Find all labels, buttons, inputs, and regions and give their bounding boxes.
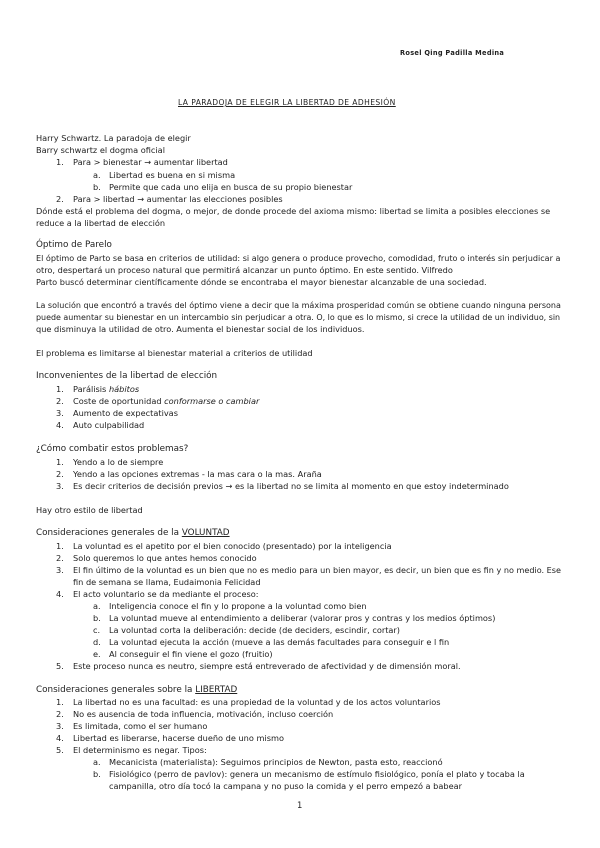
list-item: campanilla, otro día tocó la campana y no puso la comida y el perro empezó a babear xyxy=(109,781,463,791)
list-item: Libertad es liberarse, hacerse dueño de uno mismo xyxy=(73,733,284,743)
list-item: Para > bienestar → aumentar libertad xyxy=(73,157,228,167)
list-letter: d. xyxy=(93,637,101,647)
list-number: 3. xyxy=(56,481,64,491)
list-number: 3. xyxy=(56,721,64,731)
list-letter: a. xyxy=(93,601,101,611)
list-item: Yendo a lo de siempre xyxy=(73,457,164,467)
paragraph-line: reduce a la libertad de elección xyxy=(36,218,166,228)
list-item: Parálisis hábitos xyxy=(73,384,140,394)
intro-line-2: Barry schwartz el dogma oficial xyxy=(36,145,165,155)
list-letter: a. xyxy=(93,170,101,180)
section-heading: Inconvenientes de la libertad de elección xyxy=(36,371,218,381)
list-letter: e. xyxy=(93,649,101,659)
paragraph-line: que disminuya la utilidad de otro. Aumenta el bienestar social de los individuos. xyxy=(36,324,365,334)
list-number: 1. xyxy=(56,384,64,394)
list-item: Libertad es buena en si misma xyxy=(109,170,236,180)
list-item: Fisiológico (perro de pavlov): genera un mecanismo de estímulo fisiológico, ponía el plato y tocaba la xyxy=(109,769,525,779)
list-number: 4. xyxy=(56,589,64,599)
paragraph-line: puede aumentar su bienestar en un intercambio sin perjudicar a otra. O, lo que es lo mismo, si crece la utilidad de un individuo, sin xyxy=(36,313,561,322)
list-number: 5. xyxy=(56,661,64,671)
list-number: 1. xyxy=(56,457,64,467)
list-item: El fin último de la voluntad es un bien que no es medio para un bien mayor, es decir, un bien que es fin y no medio. Ese xyxy=(73,565,561,575)
list-item: Este proceso nunca es neutro, siempre está entreverado de afectividad y de dimensión moral. xyxy=(73,661,461,671)
author-name: Rosel Qing Padilla Medina xyxy=(400,49,505,57)
list-item: La voluntad corta la deliberación: decide (de deciders, escindir, cortar) xyxy=(109,625,400,635)
list-number: 3. xyxy=(56,565,64,575)
list-item: Permite que cada uno elija en busca de su propio bienestar xyxy=(109,182,353,192)
document-title: LA PARADOJA DE ELEGIR LA LIBERTAD DE ADHESIÓN xyxy=(178,98,396,107)
list-item: Solo queremos lo que antes hemos conocido xyxy=(73,553,257,563)
list-letter: b. xyxy=(93,769,101,779)
list-letter: b. xyxy=(93,182,101,192)
list-number: 4. xyxy=(56,420,64,430)
paragraph-line: El problema es limitarse al bienestar material a criterios de utilidad xyxy=(36,348,313,358)
list-item: Para > libertad → aumentar las elecciones posibles xyxy=(73,194,283,204)
list-letter: b. xyxy=(93,613,101,623)
list-item: fin de semana se llama, Eudaimonia Felicidad xyxy=(73,577,261,587)
section-heading: ¿Cómo combatir estos problemas? xyxy=(36,444,189,454)
list-item: Es limitada, como el ser humano xyxy=(73,721,208,731)
list-number: 1. xyxy=(56,157,64,167)
list-number: 2. xyxy=(56,709,64,719)
list-number: 2. xyxy=(56,396,64,406)
list-number: 2. xyxy=(56,553,64,563)
paragraph-line: Parto buscó determinar científicamente dónde se encontraba el mayor bienestar alcanzable de una sociedad. xyxy=(36,277,487,287)
paragraph-line: La solución que encontró a través del óptimo viene a decir que la máxima prosperidad común se obtiene cuando ninguna persona xyxy=(36,301,561,310)
list-number: 1. xyxy=(56,697,64,707)
paragraph-line: El óptimo de Parto se basa en criterios de utilidad: si algo genera o produce provecho, comodidad, fruto o interés sin perjudicar a xyxy=(36,253,561,263)
section-heading: Óptimo de Parelo xyxy=(36,240,112,250)
paragraph-line: Hay otro estilo de libertad xyxy=(36,505,143,515)
list-item: Mecanicista (materialista): Seguimos principios de Newton, pasta esto, reaccionó xyxy=(109,757,443,767)
list-item: La voluntad es el apetito por el bien conocido (presentado) por la inteligencia xyxy=(73,541,392,551)
list-item: Inteligencia conoce el fin y lo propone a la voluntad como bien xyxy=(109,601,367,611)
list-item: Aumento de expectativas xyxy=(73,408,178,418)
list-item: La voluntad ejecuta la acción (mueve a las demás facultades para conseguir e l fin xyxy=(109,637,450,647)
list-letter: a. xyxy=(93,757,101,767)
list-number: 2. xyxy=(56,194,64,204)
list-number: 1. xyxy=(56,541,64,551)
list-item: No es ausencia de toda influencia, motivación, incluso coerción xyxy=(73,709,334,719)
paragraph-line: Dónde está el problema del dogma, o mejor, de donde procede del axioma mismo: libertad se limita a posibles elecciones se xyxy=(36,206,551,216)
list-item: El acto voluntario se da mediante el proceso: xyxy=(73,589,259,599)
page-number: 1 xyxy=(297,800,303,810)
list-item: La libertad no es una facultad: es una propiedad de la voluntad y de los actos voluntarios xyxy=(73,697,441,707)
list-number: 5. xyxy=(56,745,64,755)
paragraph-line: otro, despertará un proceso natural que permitirá alcanzar un punto óptimo. En este sentido. Vilfredo xyxy=(36,265,453,275)
section-heading: Consideraciones generales sobre la LIBERTAD xyxy=(36,685,238,695)
section-heading: Consideraciones generales de la VOLUNTAD xyxy=(36,528,230,538)
list-item: Es decir criterios de decisión previos → es la libertad no se limita al momento en que estoy indeterminado xyxy=(73,481,509,491)
list-letter: c. xyxy=(93,625,101,635)
intro-line-1: Harry Schwartz. La paradoja de elegir xyxy=(36,133,191,143)
list-item: Coste de oportunidad conformarse o cambiar xyxy=(73,396,260,406)
list-number: 4. xyxy=(56,733,64,743)
list-item: La voluntad mueve al entendimiento a deliberar (valorar pros y contras y los medios óptimos) xyxy=(109,613,496,623)
list-item: Al conseguir el fin viene el gozo (fruitio) xyxy=(109,649,273,659)
list-number: 3. xyxy=(56,408,64,418)
list-number: 2. xyxy=(56,469,64,479)
list-item: Auto culpabilidad xyxy=(73,420,145,430)
list-item: Yendo a las opciones extremas - la mas cara o la mas. Araña xyxy=(73,469,322,479)
list-item: El determinismo es negar. Tipos: xyxy=(73,745,207,755)
